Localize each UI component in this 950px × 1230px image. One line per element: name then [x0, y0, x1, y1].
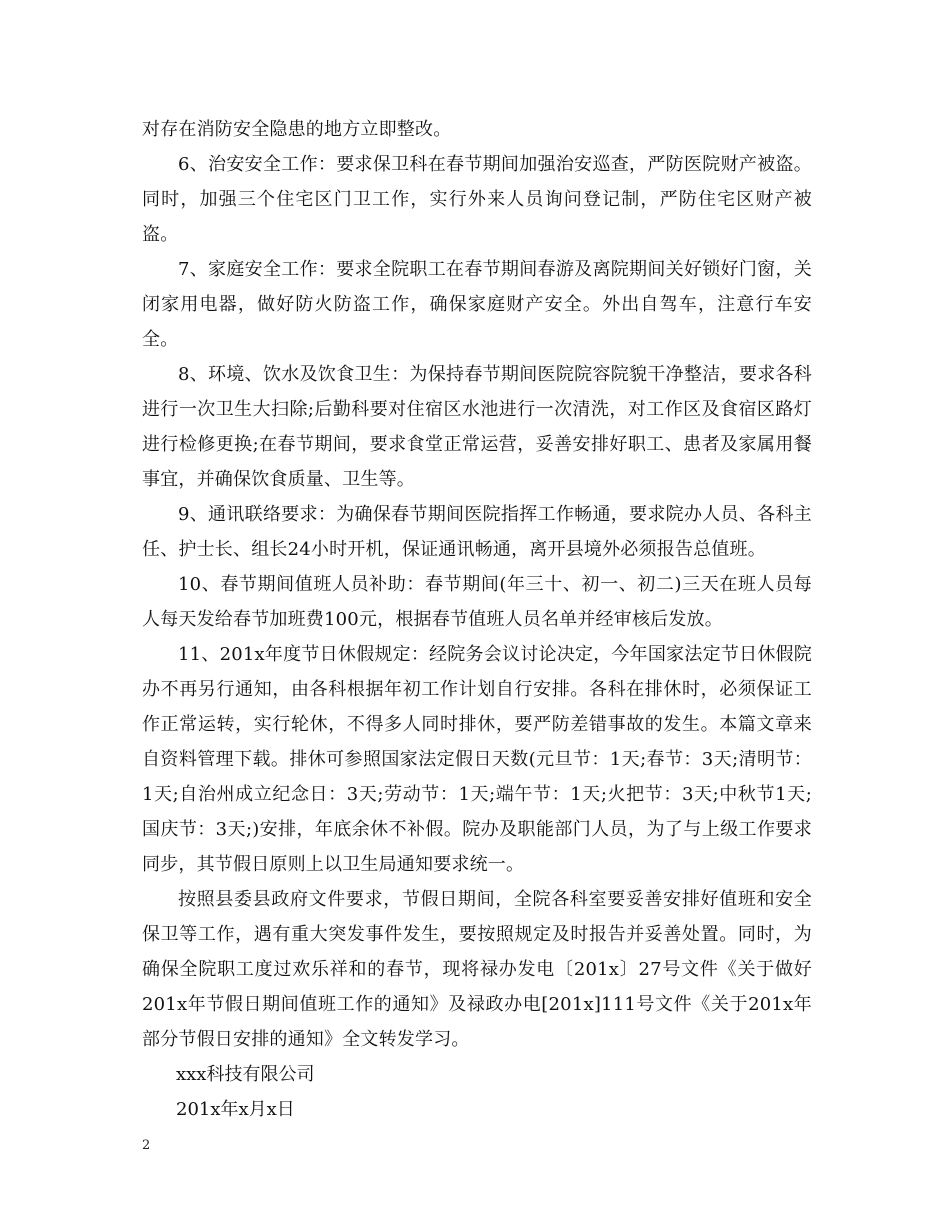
- document-body: [142, 112, 812, 1127]
- paragraph-8: 按照县委县政府文件要求，节假日期间，全院各科室要妥善安排好值班和安全保卫等工作，遇有重大突发事件发生，要按照规定及时报告并妥善处置。同时，为确保全院职工度过欢乐祥和的春节，现将禄办发电〔201x〕27号文件《关于做好201x年节假日期间值班工作的通知》及禄政办电[201x]111号文件《关于201x年部分节假日安排的通知》全文转发学习。: [142, 889, 812, 1050]
- paragraph-6: 10、春节期间值班人员补助：春节期间(年三十、初一、初二)三天在班人员每人每天发给春节加班费100元，根据春节值班人员名单并经审核后发放。: [142, 574, 812, 630]
- signature-company: xxx科技有限公司: [176, 1064, 315, 1085]
- paragraph-3: 7、家庭安全工作：要求全院职工在春节期间春游及离院期间关好锁好门窗，关闭家用电器，做好防火防盗工作，确保家庭财产安全。外出自驾车，注意行车安全。: [142, 259, 812, 350]
- paragraph-2: 6、治安安全工作：要求保卫科在春节期间加强治安巡查，严防医院财产被盗。同时，加强三个住宅区门卫工作，实行外来人员询问登记制，严防住宅区财产被盗。: [142, 154, 812, 245]
- paragraph-1: 对存在消防安全隐患的地方立即整改。: [142, 119, 452, 140]
- paragraph-5: 9、通讯联络要求：为确保春节期间医院指挥工作畅通，要求院办人员、各科主任、护士长、组长24小时开机，保证通讯畅通，离开县境外必须报告总值班。: [142, 504, 812, 560]
- paragraph-7: 11、201x年度节日休假规定：经院务会议讨论决定，今年国家法定节日休假院办不再另行通知，由各科根据年初工作计划自行安排。各科在排休时，必须保证工作正常运转，实行轮休，不得多人同时排休，要严防差错事故的发生。本篇文章来自资料管理下载。排休可参照国家法定假日天数(元旦节：1天;春节：3天;清明节：1天;自治州成立纪念日：3天;劳动节：1天;端午节：1天;火把节：3天;中秋节1天;国庆节：3天;)安排，年底余休不补假。院办及职能部门人员，为了与上级工作要求同步，其节假日原则上以卫生局通知要求统一。: [142, 644, 812, 875]
- signature-date: 201x年x月x日: [176, 1099, 295, 1120]
- page-number: 2: [142, 1138, 151, 1153]
- paragraph-4: 8、环境、饮水及饮食卫生：为保持春节期间医院院容院貌干净整洁，要求各科进行一次卫生大扫除;后勤科要对住宿区水池进行一次清洗，对工作区及食宿区路灯进行检修更换;在春节期间，要求食堂正常运营，妥善安排好职工、患者及家属用餐事宜，并确保饮食质量、卫生等。: [142, 364, 812, 490]
